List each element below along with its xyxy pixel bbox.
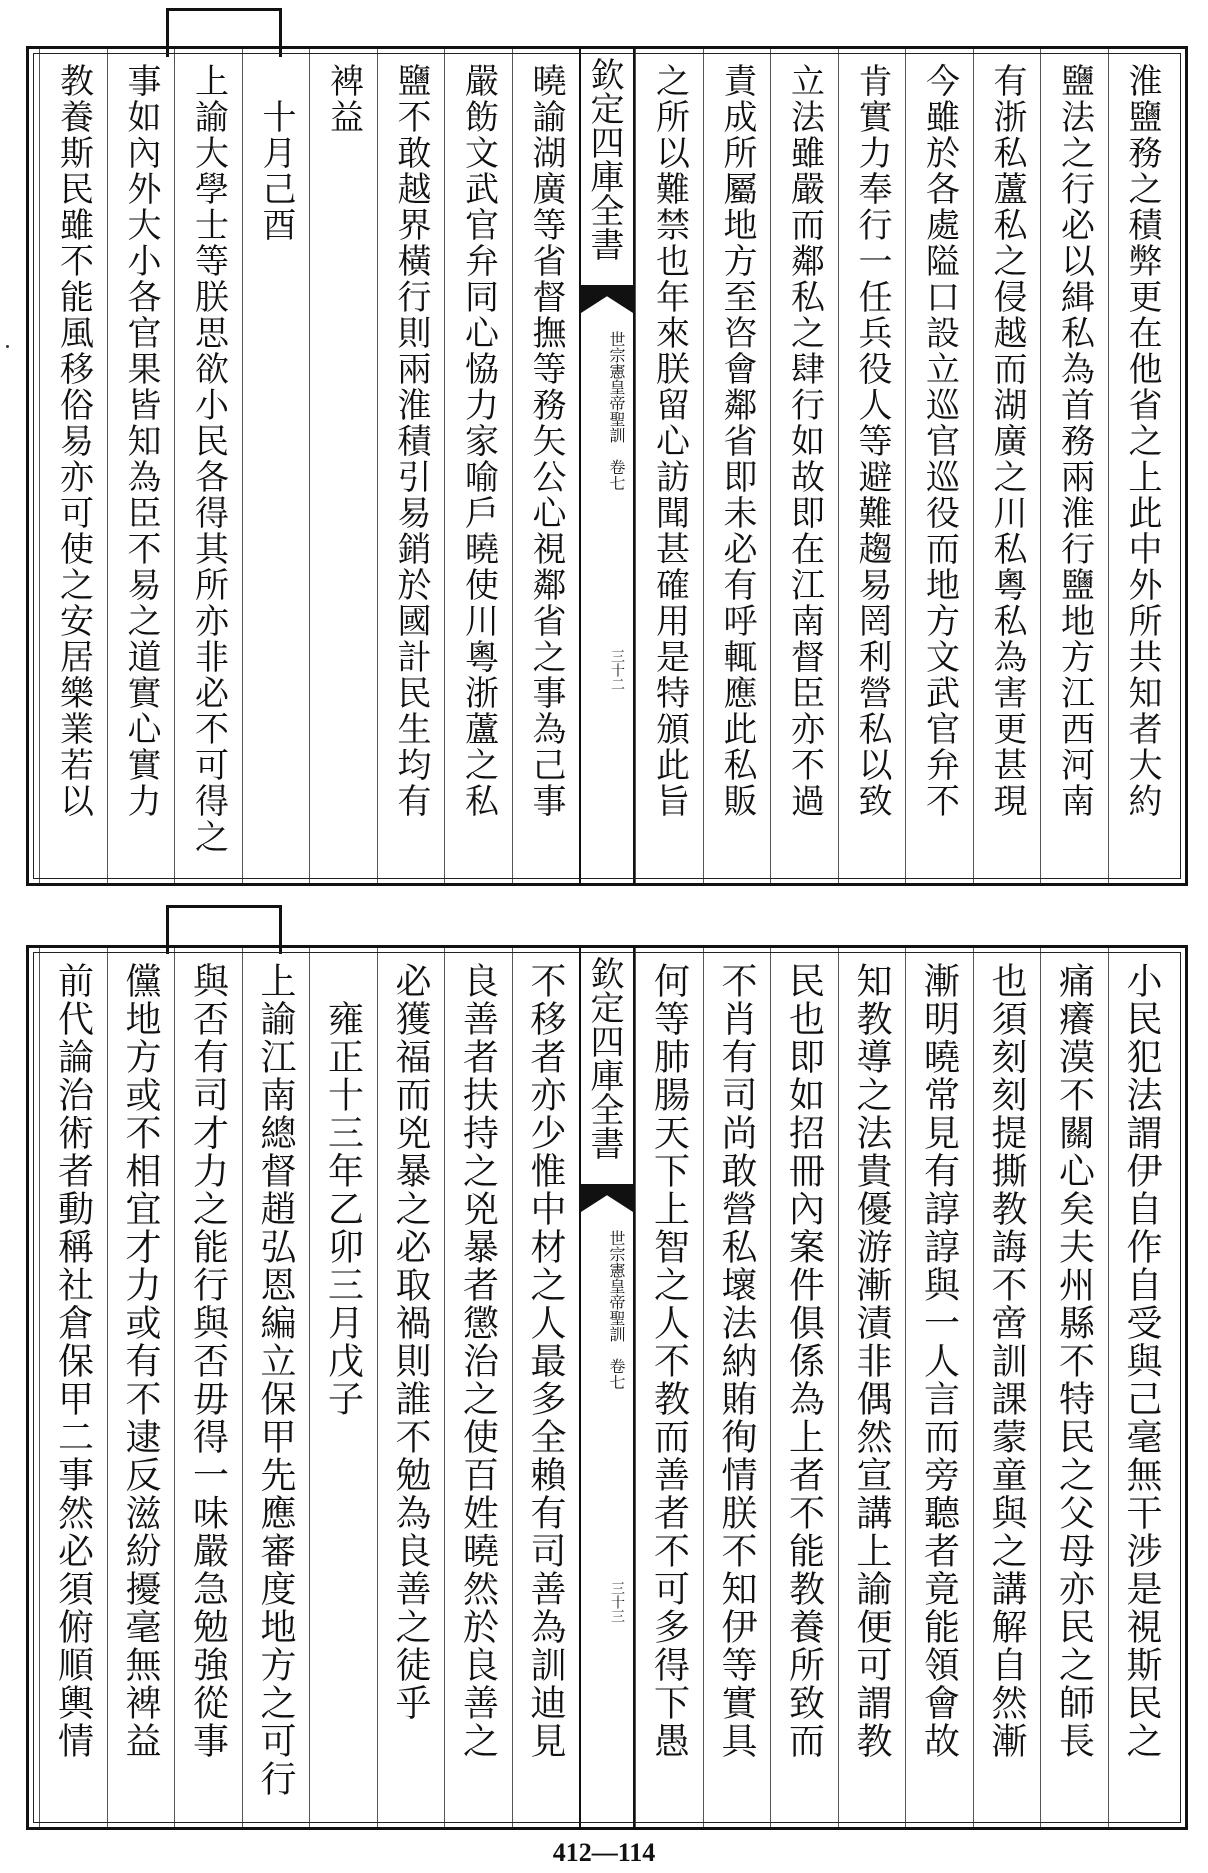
column-text: 儻地方或不相宜才力或有不逮反滋紛擾毫無裨益 [120, 962, 161, 1760]
gutter-title: 欽定四庫全書 [584, 57, 624, 261]
text-column [242, 49, 310, 883]
text-column [973, 948, 1041, 1827]
text-column [444, 948, 512, 1827]
column-text: 痛癢漠不關心矣夫州縣不特民之父母亦民之師長 [1053, 962, 1095, 1760]
column-text: 良善者扶持之兇暴者懲治之使百姓曉然於良善之 [457, 962, 499, 1760]
column-text: 有浙私蘆私之侵越而湖廣之川私粵私為害更甚現 [987, 63, 1027, 819]
bottom-page-columns [29, 948, 1185, 1827]
text-column [905, 948, 973, 1827]
column-text: 民也即如招冊內案件俱係為上者不能教養所致而 [783, 962, 825, 1760]
column-text: 嚴飭文武官弁同心恊力家喻戶曉使川粵浙蘆之私 [458, 63, 499, 819]
column-text: 責成所屬地方至咨會鄰省即未必有呼輒應此私販 [717, 63, 757, 819]
column-text: 淮鹽務之積弊更在他省之上此中外所共知者大約 [1122, 63, 1162, 819]
column-text: 鹽法之行必以緝私為首務兩淮行鹽地方江西河南 [1054, 63, 1095, 819]
text-column [444, 49, 512, 883]
column-text: 雍正十三年乙卯三月戊子 [322, 962, 364, 1418]
text-column [703, 49, 771, 883]
column-text: 今雖於各處隘口設立巡官巡役而地方文武官弁不 [919, 63, 960, 819]
text-column [512, 49, 580, 883]
text-column [309, 49, 377, 883]
text-column [1040, 49, 1108, 883]
gutter-subtitle: 世宗憲皇帝聖訓 卷七 [607, 1230, 626, 1390]
fold-gutter [579, 948, 635, 1827]
column-text: 上諭江南總督趙弘恩編立保甲先應審度地方之可行 [255, 962, 296, 1798]
page-number-footer: 412—114 [552, 1838, 656, 1867]
text-column [377, 49, 445, 883]
gutter-page-number: 三十三 [609, 1580, 625, 1623]
text-column [107, 49, 175, 883]
text-column [107, 948, 175, 1827]
bottom-page-frame [26, 945, 1188, 1830]
column-text: 上諭大學士等朕思欲小民各得其所亦非必不可得之 [188, 63, 229, 855]
margin-speck [6, 345, 9, 348]
column-text: 立法雖嚴而鄰私之肆行如故即在江南督臣亦不過 [784, 63, 825, 819]
fishtail-mark-icon [581, 285, 633, 313]
text-column [703, 948, 771, 1827]
text-column [174, 49, 242, 883]
column-text: 小民犯法謂伊自作自受與己毫無干涉是視斯民之 [1121, 962, 1162, 1760]
top-page-frame [26, 46, 1188, 886]
column-text: 漸明曉常見有諄諄與一人言而旁聽者竟能領會故 [918, 962, 960, 1760]
text-column [39, 948, 107, 1827]
gutter-page-number: 三十二 [609, 649, 625, 692]
text-column [838, 49, 906, 883]
gutter-title: 欽定四庫全書 [584, 956, 624, 1160]
text-column [1108, 49, 1176, 883]
fishtail-mark-icon [581, 1184, 633, 1212]
text-column [309, 948, 377, 1827]
column-text: 也須刻刻提撕教誨不啻訓課蒙童與之講解自然漸 [986, 962, 1027, 1760]
column-text: 與否有司才力之能行與否毋得一味嚴急勉強從事 [187, 962, 229, 1760]
column-text: 教養斯民雖不能風移俗易亦可使之安居樂業若以 [53, 63, 94, 819]
text-column [377, 948, 445, 1827]
column-text: 之所以難禁也年來朕留心訪聞甚確用是特頒此旨 [649, 63, 690, 819]
text-column [838, 948, 906, 1827]
column-text: 事如內外大小各官果皆知為臣不易之道實心實力 [121, 63, 161, 819]
text-column [174, 948, 242, 1827]
column-text: 知教導之法貴優游漸漬非偶然宣講上諭便可謂教 [851, 962, 892, 1760]
column-text: 何等肺腸天下上智之人不教而善者不可多得下愚 [648, 962, 690, 1760]
column-text: 曉諭湖廣等省督撫等務矢公心視鄰省之事為己事 [526, 63, 566, 819]
column-text: 不肖有司尚敢營私壞法納賄徇情朕不知伊等實具 [716, 962, 757, 1760]
text-column [242, 948, 310, 1827]
text-column [905, 49, 973, 883]
text-column [1108, 948, 1176, 1827]
column-text: 肯實力奉行一任兵役人等避難趨易罔利營私以致 [852, 63, 892, 819]
column-text: 鹽不敢越界橫行則兩淮積引易銷於國計民生均有 [391, 63, 431, 819]
column-text: 不移者亦少惟中材之人最多全賴有司善為訓迪見 [525, 962, 566, 1760]
top-page-columns [29, 49, 1185, 883]
text-column [1040, 948, 1108, 1827]
text-column [770, 948, 838, 1827]
text-column [973, 49, 1041, 883]
fold-gutter [579, 49, 635, 883]
column-text: 十月己酉 [256, 63, 296, 243]
text-column [635, 948, 703, 1827]
text-column [770, 49, 838, 883]
text-column [635, 49, 703, 883]
column-text: 裨益 [323, 63, 364, 135]
text-column [39, 49, 107, 883]
gutter-subtitle: 世宗憲皇帝聖訓 卷七 [607, 331, 626, 491]
column-text: 前代論治術者動稱社倉保甲二事然必須俯順輿情 [52, 962, 94, 1760]
column-text: 必獲福而兇暴之必取禍則誰不勉為良善之徒乎 [390, 962, 431, 1722]
text-column [512, 948, 580, 1827]
